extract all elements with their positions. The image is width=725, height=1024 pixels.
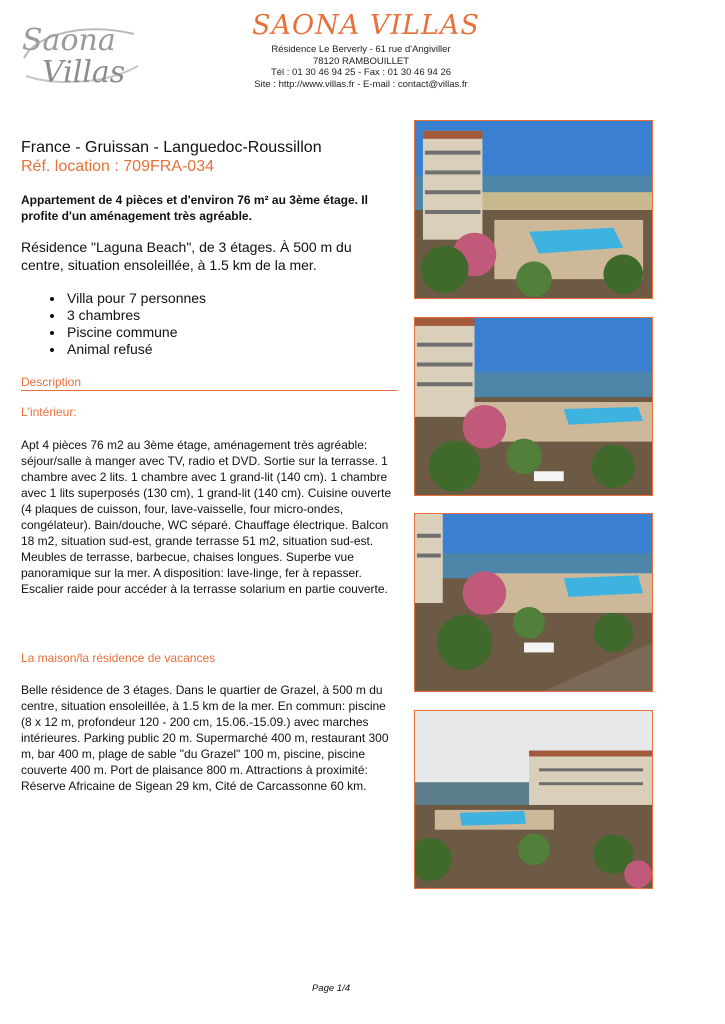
features-list (21, 290, 435, 358)
description-heading: Description (21, 375, 397, 391)
page-number: Page 1/4 (311, 983, 351, 994)
lead-paragraph: Appartement de 4 pièces et d'environ 76 m² au 3ème étage. Il profite d'un aménagement très agréable. (21, 193, 368, 223)
property-photo-1[interactable] (414, 120, 653, 299)
property-photo-2[interactable] (414, 317, 653, 496)
reference-number: Réf. location : 709FRA-034 (21, 158, 214, 175)
address-line: 78120 RAMBOUILLET (312, 55, 410, 67)
property-photo-4[interactable] (414, 710, 653, 889)
saona-villas-logo (16, 14, 144, 90)
property-photo-3[interactable] (414, 513, 653, 692)
feature-item: • Villa pour 7 personnes (65, 290, 435, 307)
residence-heading: La maison/la résidence de vacances (21, 651, 216, 665)
feature-item: • 3 chambres (65, 307, 435, 324)
interior-heading: L'intérieur: (21, 405, 77, 419)
brand-title: SAONA VILLAS (252, 10, 480, 41)
svg-text:Villas: Villas (42, 55, 126, 90)
location-title: France - Gruissan - Languedoc-Roussillon (21, 139, 322, 156)
interior-text: Apt 4 pièces 76 m2 au 3ème étage, aménagement très agréable: séjour/salle à manger avec TV, radio et DVD. Sortie sur la terrasse. 1 chambre avec 2 lits. 1 chambre avec 1 grand-lit (140 cm). 1 chambre avec 1 lits superposés (130 cm), 1 grand-lit (140 cm). Cuisine ouverte (4 plaques de cuisson, four, lave-vaisselle, four micro-ondes, congélateur). Bain/douche, WC séparé. Chauffage électrique. Balcon 18 m2, situation sud-est, grande terrasse 51 m2, situation sud-est. Meubles de terrasse, barbecue, chaises longues. Superbe vue panoramique sur la mer. A disposition: lave-linge, fer à repasser. Escalier raide pour accéder à la terrasse solarium en partie couverte. (21, 438, 392, 596)
website-email-line[interactable]: Site : http://www.villas.fr - E-mail : contact@villas.fr (254, 78, 468, 90)
feature-item: • Animal refusé (65, 341, 435, 358)
svg-text:Saona: Saona (22, 23, 116, 58)
residence-summary: Résidence "Laguna Beach", de 3 étages. À 500 m du centre, situation ensoleillée, à 1.5 km de la mer. (21, 239, 352, 273)
agency-address (246, 44, 476, 90)
address-line: Résidence Le Berverly - 61 rue d'Angiviller (271, 44, 451, 55)
feature-item: • Piscine commune (65, 324, 435, 341)
phone-fax-line: Tél : 01 30 46 94 25 - Fax : 01 30 46 94 26 (270, 67, 452, 78)
residence-text: Belle résidence de 3 étages. Dans le quartier de Grazel, à 500 m du centre, situation ensoleillée, à 1.5 km de la mer. En commun: piscine (8 x 12 m, profondeur 120 - 200 cm, 15.06.-15.09.) avec marches intérieures. Parking public 20 m. Supermarché 400 m, restaurant 300 m, bar 400 m, plage de sable "du Grazel" 100 m, piscine, piscine couverte 400 m. Port de plaisance 800 m. Attractions à proximité: Réserve Africaine de Sigean 29 km, Cité de Carcassonne 60 km. (21, 683, 389, 793)
